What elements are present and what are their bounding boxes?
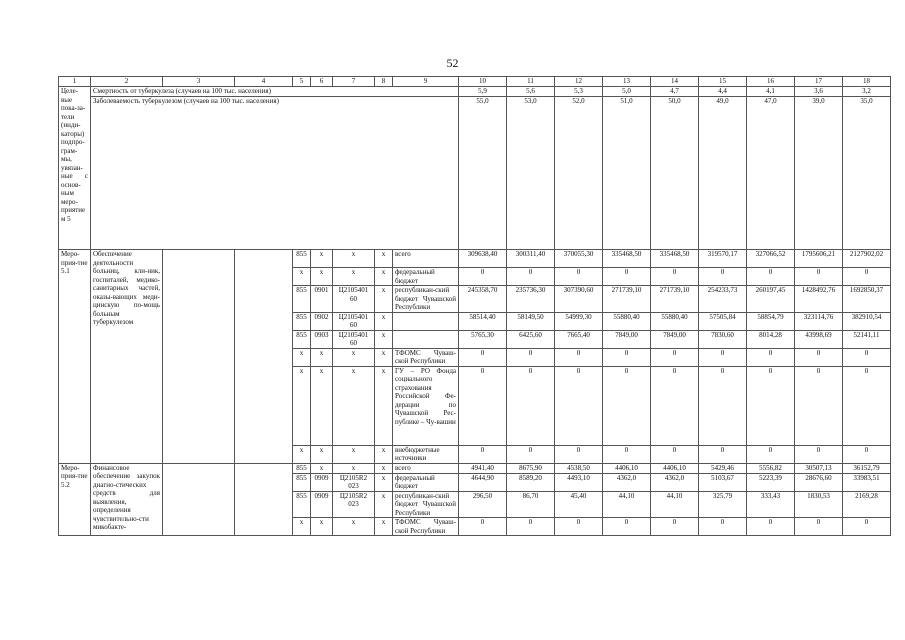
code-c6: х xyxy=(311,268,333,286)
amount-value: 1692850,37 xyxy=(843,286,891,313)
amount-value: 0 xyxy=(651,366,699,445)
amount-value: 86,70 xyxy=(507,491,555,518)
indicator-name: Смертность от туберкулеза (случаев на 100 тыс. населения) xyxy=(91,87,459,97)
amount-value: 245358,70 xyxy=(459,286,507,313)
amount-value: 8014,28 xyxy=(747,330,795,348)
code-c7: Ц2105401 60 xyxy=(333,312,375,330)
indicator-row xyxy=(59,97,891,250)
amount-value: 5765,30 xyxy=(459,330,507,348)
amount-value: 0 xyxy=(459,348,507,366)
amount-value: 55880,40 xyxy=(651,312,699,330)
code-c7: Ц2105R2 023 xyxy=(333,473,375,491)
code-c6: х xyxy=(311,250,333,268)
code-c6: х xyxy=(311,348,333,366)
amount-value: 0 xyxy=(747,348,795,366)
code-c5: 855 xyxy=(293,250,311,268)
column-number: 8 xyxy=(375,77,393,87)
code-c7: Ц2105401 60 xyxy=(333,286,375,313)
amount-value: 4538,50 xyxy=(555,463,603,473)
funding-source: ТФОМС Чуваш-ской Республики xyxy=(393,518,459,536)
amount-value: 0 xyxy=(747,366,795,445)
amount-value: 7665,40 xyxy=(555,330,603,348)
amount-value: 2169,28 xyxy=(843,491,891,518)
amount-value: 55880,40 xyxy=(603,312,651,330)
code-c5: 855 xyxy=(293,286,311,313)
funding-source: республикан-ский бюджет Чувашской Республики xyxy=(393,491,459,518)
column-number: 15 xyxy=(699,77,747,87)
amount-value: 0 xyxy=(843,366,891,445)
amount-value: 0 xyxy=(699,268,747,286)
amount-value: 296,50 xyxy=(459,491,507,518)
column-number: 2 xyxy=(91,77,163,87)
amount-value: 52141,11 xyxy=(843,330,891,348)
indicator-value: 3,2 xyxy=(843,87,891,97)
amount-value: 0 xyxy=(699,348,747,366)
code-c8: х xyxy=(375,312,393,330)
column-number: 1 xyxy=(59,77,91,87)
amount-value: 0 xyxy=(795,366,843,445)
amount-value: 0 xyxy=(555,348,603,366)
amount-value: 327066,52 xyxy=(747,250,795,268)
code-c5: х xyxy=(293,518,311,536)
amount-value: 5223,39 xyxy=(747,473,795,491)
code-c6: 0901 xyxy=(311,286,333,313)
column-number: 12 xyxy=(555,77,603,87)
amount-value: 0 xyxy=(747,445,795,463)
amount-value: 0 xyxy=(459,366,507,445)
code-c5: х xyxy=(293,366,311,445)
amount-value: 57505,84 xyxy=(699,312,747,330)
indicator-value: 4,7 xyxy=(651,87,699,97)
coexecutor-cell xyxy=(235,463,293,536)
measure-title: Обеспечение деятельности больниц, кли-ник, госпиталей, медико-санитарных частей, оказы-вающих меди-цинскую по-мощь больным туберкулезом xyxy=(91,250,163,464)
amount-value: 235736,30 xyxy=(507,286,555,313)
code-c5: 855 xyxy=(293,491,311,518)
measure-label: Меро-прия-тие 5.2 xyxy=(59,463,91,536)
indicator-value: 50,0 xyxy=(651,97,699,250)
code-c5: х xyxy=(293,445,311,463)
indicator-value: 35,0 xyxy=(843,97,891,250)
column-number: 9 xyxy=(393,77,459,87)
amount-value: 8675,90 xyxy=(507,463,555,473)
amount-value: 323114,76 xyxy=(795,312,843,330)
column-number: 3 xyxy=(163,77,235,87)
amount-value: 5103,67 xyxy=(699,473,747,491)
indicator-value: 39,0 xyxy=(795,97,843,250)
amount-value: 0 xyxy=(459,445,507,463)
indicator-value: 5,9 xyxy=(459,87,507,97)
amount-value: 300311,40 xyxy=(507,250,555,268)
amount-value: 0 xyxy=(651,348,699,366)
amount-value: 2127902,02 xyxy=(843,250,891,268)
indicator-value: 4,4 xyxy=(699,87,747,97)
code-c7: х xyxy=(333,445,375,463)
page-number: 52 xyxy=(446,56,459,70)
amount-value: 54999,30 xyxy=(555,312,603,330)
column-number: 5 xyxy=(293,77,311,87)
column-number: 7 xyxy=(333,77,375,87)
code-c5: 855 xyxy=(293,463,311,473)
amount-value: 0 xyxy=(603,268,651,286)
amount-value: 7849,00 xyxy=(651,330,699,348)
amount-value: 4406,10 xyxy=(603,463,651,473)
amount-value: 1795606,21 xyxy=(795,250,843,268)
amount-value: 333,43 xyxy=(747,491,795,518)
amount-value: 4941,40 xyxy=(459,463,507,473)
amount-value: 319570,17 xyxy=(699,250,747,268)
code-c6: 0909 xyxy=(311,491,333,518)
indicator-value: 53,0 xyxy=(507,97,555,250)
code-c6: х xyxy=(311,518,333,536)
amount-value: 58149,50 xyxy=(507,312,555,330)
amount-value: 0 xyxy=(603,518,651,536)
code-c6: 0902 xyxy=(311,312,333,330)
amount-value: 0 xyxy=(651,445,699,463)
amount-value: 5429,46 xyxy=(699,463,747,473)
indicator-value: 47,0 xyxy=(747,97,795,250)
amount-value: 4406,10 xyxy=(651,463,699,473)
code-c7: х xyxy=(333,518,375,536)
column-number: 10 xyxy=(459,77,507,87)
code-c7: х xyxy=(333,268,375,286)
code-c5: 855 xyxy=(293,312,311,330)
funding-source xyxy=(393,312,459,330)
code-c7: х xyxy=(333,348,375,366)
amount-value: 0 xyxy=(843,445,891,463)
code-c5: х xyxy=(293,348,311,366)
amount-value: 0 xyxy=(555,366,603,445)
column-number: 17 xyxy=(795,77,843,87)
column-number: 4 xyxy=(235,77,293,87)
funding-source: ГУ – РО Фонда социального страхования Российской Фе-дерации по Чувашской Рес-публике – Чу-вашии xyxy=(393,366,459,445)
indicator-row xyxy=(59,87,891,97)
amount-value: 58854,79 xyxy=(747,312,795,330)
amount-value: 0 xyxy=(555,518,603,536)
code-c8: х xyxy=(375,348,393,366)
funding-source: всего xyxy=(393,250,459,268)
amount-value: 0 xyxy=(699,518,747,536)
code-c5: 855 xyxy=(293,473,311,491)
code-c7: х xyxy=(333,366,375,445)
amount-value: 44,10 xyxy=(651,491,699,518)
funding-source: федеральный бюджет xyxy=(393,268,459,286)
amount-value: 1830,53 xyxy=(795,491,843,518)
amount-value: 0 xyxy=(603,445,651,463)
amount-value: 0 xyxy=(507,348,555,366)
amount-value: 45,40 xyxy=(555,491,603,518)
amount-value: 0 xyxy=(843,268,891,286)
measure-row xyxy=(59,463,891,473)
column-number: 14 xyxy=(651,77,699,87)
amount-value: 28676,60 xyxy=(795,473,843,491)
amount-value: 1428492,76 xyxy=(795,286,843,313)
indicator-name: Заболеваемость туберкулезом (случаев на 100 тыс. населения) xyxy=(91,97,459,250)
indicator-value: 5,6 xyxy=(507,87,555,97)
amount-value: 4644,90 xyxy=(459,473,507,491)
amount-value: 0 xyxy=(507,445,555,463)
funding-source: республикан-ский бюджет Чувашской Республики xyxy=(393,286,459,313)
code-c5: 855 xyxy=(293,330,311,348)
amount-value: 7830,60 xyxy=(699,330,747,348)
amount-value: 33983,51 xyxy=(843,473,891,491)
code-c7: х xyxy=(333,463,375,473)
amount-value: 0 xyxy=(795,268,843,286)
code-c8: х xyxy=(375,250,393,268)
amount-value: 370055,30 xyxy=(555,250,603,268)
code-c8: х xyxy=(375,330,393,348)
code-c6: 0903 xyxy=(311,330,333,348)
amount-value: 309638,40 xyxy=(459,250,507,268)
amount-value: 0 xyxy=(459,518,507,536)
code-c8: х xyxy=(375,518,393,536)
code-c8: х xyxy=(375,491,393,518)
amount-value: 30507,13 xyxy=(795,463,843,473)
code-c6: 0909 xyxy=(311,473,333,491)
amount-value: 58514,40 xyxy=(459,312,507,330)
amount-value: 5556,82 xyxy=(747,463,795,473)
measure-title: Финансовое обеспечение закупок диагно-стических средств для выявления, определения чувствительно-сти микобакте- xyxy=(91,463,163,536)
amount-value: 271739,10 xyxy=(603,286,651,313)
funding-source: внебюджетные источники xyxy=(393,445,459,463)
code-c8: х xyxy=(375,286,393,313)
amount-value: 0 xyxy=(795,348,843,366)
amount-value: 7849,00 xyxy=(603,330,651,348)
indicator-value: 52,0 xyxy=(555,97,603,250)
measure-row xyxy=(59,250,891,268)
amount-value: 43998,69 xyxy=(795,330,843,348)
amount-value: 0 xyxy=(555,268,603,286)
responsible-cell xyxy=(163,250,235,464)
indicator-value: 5,0 xyxy=(603,87,651,97)
funding-source: ТФОМС Чуваш-ской Республики xyxy=(393,348,459,366)
amount-value: 44,10 xyxy=(603,491,651,518)
code-c8: х xyxy=(375,445,393,463)
amount-value: 0 xyxy=(843,518,891,536)
indicator-value: 5,3 xyxy=(555,87,603,97)
column-number: 11 xyxy=(507,77,555,87)
code-c5: х xyxy=(293,268,311,286)
funding-source: всего xyxy=(393,463,459,473)
amount-value: 0 xyxy=(699,366,747,445)
amount-value: 0 xyxy=(651,268,699,286)
amount-value: 0 xyxy=(843,348,891,366)
code-c6: х xyxy=(311,445,333,463)
code-c8: х xyxy=(375,463,393,473)
amount-value: 0 xyxy=(651,518,699,536)
indicator-value: 4,1 xyxy=(747,87,795,97)
budget-table xyxy=(58,76,891,536)
amount-value: 335468,50 xyxy=(603,250,651,268)
code-c7: Ц2105401 60 xyxy=(333,330,375,348)
funding-source xyxy=(393,330,459,348)
amount-value: 271739,10 xyxy=(651,286,699,313)
amount-value: 8589,20 xyxy=(507,473,555,491)
code-c6: х xyxy=(311,463,333,473)
column-number-row xyxy=(59,77,891,87)
amount-value: 325,79 xyxy=(699,491,747,518)
code-c8: х xyxy=(375,366,393,445)
indicator-value: 51,0 xyxy=(603,97,651,250)
amount-value: 0 xyxy=(603,348,651,366)
code-c7: Ц2105R2 023 xyxy=(333,491,375,518)
code-c7: х xyxy=(333,250,375,268)
column-number: 6 xyxy=(311,77,333,87)
amount-value: 0 xyxy=(459,268,507,286)
amount-value: 307390,60 xyxy=(555,286,603,313)
amount-value: 0 xyxy=(603,366,651,445)
amount-value: 260197,45 xyxy=(747,286,795,313)
amount-value: 4362,0 xyxy=(603,473,651,491)
column-number: 18 xyxy=(843,77,891,87)
amount-value: 36152,79 xyxy=(843,463,891,473)
amount-value: 0 xyxy=(507,268,555,286)
amount-value: 382910,54 xyxy=(843,312,891,330)
indicator-value: 3,6 xyxy=(795,87,843,97)
amount-value: 0 xyxy=(507,518,555,536)
amount-value: 0 xyxy=(507,366,555,445)
amount-value: 254233,73 xyxy=(699,286,747,313)
indicator-value: 49,0 xyxy=(699,97,747,250)
code-c8: х xyxy=(375,473,393,491)
amount-value: 335468,50 xyxy=(651,250,699,268)
amount-value: 0 xyxy=(747,518,795,536)
amount-value: 0 xyxy=(555,445,603,463)
amount-value: 6425,60 xyxy=(507,330,555,348)
funding-source: федеральный бюджет xyxy=(393,473,459,491)
amount-value: 0 xyxy=(699,445,747,463)
indicator-value: 55,0 xyxy=(459,97,507,250)
column-number: 16 xyxy=(747,77,795,87)
amount-value: 4493,10 xyxy=(555,473,603,491)
responsible-cell xyxy=(163,463,235,536)
amount-value: 0 xyxy=(795,518,843,536)
measure-label: Меро-прия-тие 5.1 xyxy=(59,250,91,464)
column-number: 13 xyxy=(603,77,651,87)
amount-value: 0 xyxy=(747,268,795,286)
targets-label: Целе-вые пока-за-тели (инди-каторы) подпро-грам-мы, увязан-ные с основ-ным меро-приятием 5 xyxy=(59,87,91,250)
code-c6: х xyxy=(311,366,333,445)
coexecutor-cell xyxy=(235,250,293,464)
amount-value: 4362,0 xyxy=(651,473,699,491)
amount-value: 0 xyxy=(795,445,843,463)
code-c8: х xyxy=(375,268,393,286)
